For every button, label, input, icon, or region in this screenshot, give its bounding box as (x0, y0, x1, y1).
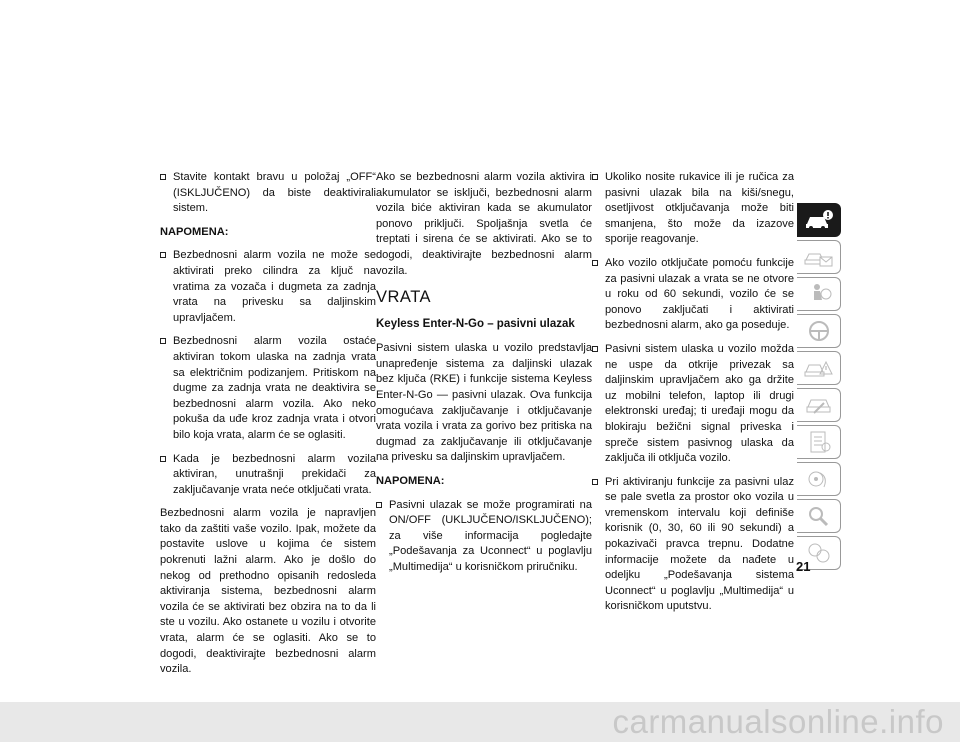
bullet-item: Pasivni ulazak se može programirati na ON/OFF (UKLJUČENO/ISKLJUČENO); za više informacija pogledajte „Podešavanja za Uconnect“ u poglavlju „Multimedija“ u korisničkom priručniku. (376, 498, 592, 576)
column-right (592, 170, 794, 623)
bullet-item: Bezbednosni alarm vozila ostaće aktiviran tokom ulaska na zadnja vrata sa električnim podizanjem. Pritiskom na dugme za zadnja vrata ne deaktivira se bezbednosni alarm vozila. Ako neko pokuša da uđe kroz zadnja vrata i otvori bilo koja vrata, alarm će se oglasiti. (160, 334, 376, 443)
bullet-item: Ako vozilo otključate pomoću funkcije za pasivni ulazak a vrata se ne otvore u roku od 60 sekundi, vozilo će se ponovo zaključati i aktivirati bezbednosni alarm, ako ga poseduje. (592, 256, 794, 334)
footer-bar (0, 702, 960, 742)
bullet-item: Bezbednosni alarm vozila ne može se aktivirati preko cilindra za ključ na vratima za vozača i dugmeta za zadnja vrata na privesku sa daljinskim upravljačem. (160, 248, 376, 326)
section-title: VRATA (376, 288, 432, 307)
paragraph: Ako se bezbednosni alarm vozila aktivira i akumulator se isključi, bezbednosni alarm vozila biće aktiviran kada se akumulator ponovo priključi. Spoljašnja svetla će treptati i sirena će se aktivirati. Ako se to dogodi, deaktivirajte bezbednosni alarm vozila. (376, 171, 592, 277)
tab-search[interactable] (797, 499, 841, 533)
column-left (160, 170, 376, 686)
bullet-item: Pri aktiviranju funkcije za pasivni ulaz se pale svetla za prostor oko vozila u vremenskom intervalu koji definiše korisnik (0, 30, 60 ili 90 sekundi) a pokazivači pravca trepnu. Dodatne informacije možete da nađete u odeljku „Podešavanja sistema Uconnect“ u poglavlju „Multimedija“ u korisničkom uputstvu. (592, 475, 794, 615)
search-icon (804, 504, 834, 528)
tab-multimedia[interactable] (797, 462, 841, 496)
multimedia-icon (804, 467, 834, 491)
square-bullet-icon (160, 456, 166, 462)
checklist-icon (804, 430, 834, 454)
chapter-tabs (797, 203, 843, 573)
seat-airbag-icon (804, 282, 834, 306)
square-bullet-icon (160, 252, 166, 258)
bullet-item: Kada je bezbednosni alarm vozila aktiviran, unutrašnji prekidači za zaključavanje vrata neće otključati vrata. (160, 452, 376, 499)
tab-car-info[interactable] (797, 203, 841, 237)
steering-wheel-icon (804, 319, 834, 343)
tab-car-warning[interactable] (797, 351, 841, 385)
watermark-text: carmanualsonline.info (612, 703, 944, 740)
square-bullet-icon (592, 260, 598, 266)
square-bullet-icon (592, 346, 598, 352)
subsection-title: Keyless Enter-N-Go – pasivni ulazak (376, 318, 575, 331)
car-mail-icon (804, 245, 834, 269)
tab-steering[interactable] (797, 314, 841, 348)
square-bullet-icon (160, 338, 166, 344)
square-bullet-icon (592, 174, 598, 180)
tab-car-mail[interactable] (797, 240, 841, 274)
page-number: 21 (796, 559, 811, 574)
bullet-item: Pasivni sistem ulaska u vozilo možda ne uspe da otkrije privezak sa daljinskim upravljačem ako ga držite uz mobilni telefon, laptop ili drugi elektronski uređaj; ti uređaji mogu da blokiraju bežični signal priveska i spreče sistem pasivnog ulaska da zaključa ili otključa vozilo. (592, 342, 794, 467)
column-middle (376, 170, 592, 583)
note-heading: NAPOMENA: (376, 474, 445, 487)
tab-car-service[interactable] (797, 388, 841, 422)
bullet-item: Stavite kontakt bravu u položaj „OFF“ (ISKLJUČENO) da biste deaktivirali sistem. (160, 170, 376, 217)
car-info-icon (804, 208, 834, 232)
square-bullet-icon (160, 174, 166, 180)
paragraph: Pasivni sistem ulaska u vozilo predstavlja unapređenje sistema za daljinski ulazak bez ključa (RKE) i funkcije sistema Keyless Enter-N-Go — pasivni ulazak. Ova funkcija omogućava zaključavanje i otključavanje vrata vozila i vrata za gorivo bez pritiska na dugmad za zaključavanje ili otključavanje na privesku sa daljinskim upravljačem. (376, 342, 592, 464)
tab-checklist[interactable] (797, 425, 841, 459)
tab-seat-airbag[interactable] (797, 277, 841, 311)
bullet-item: Ukoliko nosite rukavice ili je ručica za pasivni ulazak bila na kiši/snegu, osetljivost otključavanja može biti smanjena, što može da izazove sporije reagovanje. (592, 170, 794, 248)
square-bullet-icon (592, 479, 598, 485)
car-warning-icon (804, 356, 834, 380)
paragraph: Bezbednosni alarm vozila je napravljen tako da zaštiti vaše vozilo. Ipak, možete da postavite uslove u kojima će sistem pokrenuti lažni alarm. Ako je došlo do nekog od prethodno opisanih redosleda aktiviranja sistema, bezbednosni alarm vozila će se aktivirati bez obzira na to da li ste u vozilu. Ako ostanete u vozilu i otvorite vrata, alarm će se oglasiti. Ako se to dogodi, deaktivirajte bezbednosni alarm vozila. (160, 507, 376, 676)
car-service-icon (804, 393, 834, 417)
note-heading: NAPOMENA: (160, 225, 229, 238)
square-bullet-icon (376, 502, 382, 508)
